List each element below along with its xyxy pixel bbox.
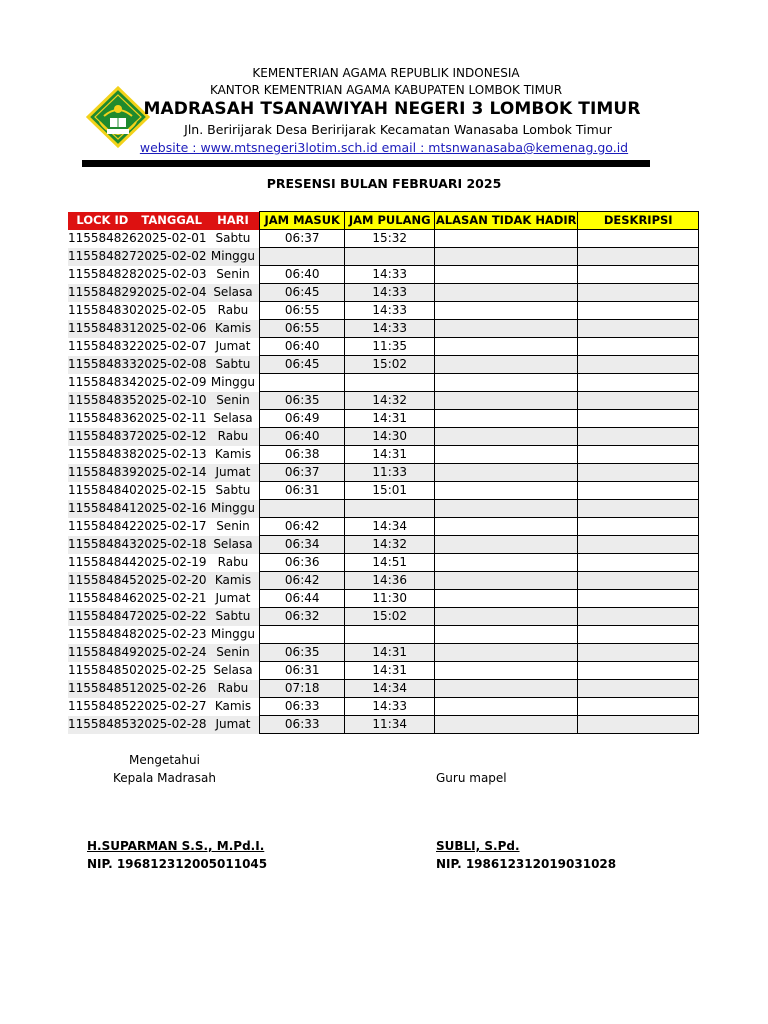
table-row	[68, 392, 699, 410]
cell-hari: Minggu	[210, 627, 256, 641]
cell-jam-masuk: 06:42	[260, 518, 345, 536]
cell-lock-id: 115584851	[68, 680, 137, 698]
cell-jam-masuk: 06:35	[260, 644, 345, 662]
cell-jam-masuk: 06:55	[260, 320, 345, 338]
cell-jam-masuk: 06:45	[260, 284, 345, 302]
school-address: Jln. Beririjarak Desa Beririjarak Kecamatan Wanasaba Lombok Timur	[184, 122, 612, 137]
cell-jam-masuk: 06:33	[260, 716, 345, 734]
cell-jam-masuk: 06:55	[260, 302, 345, 320]
col-alasan: ALASAN TIDAK HADIR	[435, 212, 578, 230]
cell-jam-masuk: 06:31	[260, 482, 345, 500]
cell-lock-id: 115584839	[68, 464, 137, 482]
table-row	[68, 374, 699, 392]
school-website-email[interactable]: website : www.mtsnegeri3lotim.sch.id email : mtsnwanasaba@kemenag.go.id	[139, 140, 629, 155]
cell-hari: Kamis	[207, 572, 260, 590]
cell-alasan	[435, 518, 578, 536]
cell-alasan	[435, 356, 578, 374]
cell-jam-masuk: 06:42	[260, 572, 345, 590]
table-row	[68, 410, 699, 428]
cell-tanggal: 2025-02-28	[137, 716, 207, 734]
cell-jam-pulang: 14:31	[345, 644, 435, 662]
cell-deskripsi	[578, 500, 699, 518]
cell-tanggal: 2025-02-22	[137, 608, 207, 626]
cell-deskripsi	[578, 320, 699, 338]
cell-jam-pulang	[345, 500, 435, 518]
cell-jam-pulang: 14:32	[345, 536, 435, 554]
cell-jam-masuk: 06:40	[260, 266, 345, 284]
table-row	[68, 320, 699, 338]
col-deskripsi: DESKRIPSI	[578, 212, 699, 230]
cell-alasan	[435, 464, 578, 482]
cell-jam-pulang: 14:33	[345, 284, 435, 302]
cell-tanggal: 2025-02-04	[137, 284, 207, 302]
cell-jam-pulang	[345, 626, 435, 644]
cell-lock-id: 115584838	[68, 447, 137, 461]
cell-jam-masuk: 06:37	[260, 464, 345, 482]
cell-tanggal: 2025-02-18	[137, 536, 207, 554]
cell-jam-pulang: 14:33	[345, 698, 435, 716]
cell-alasan	[435, 698, 578, 716]
cell-deskripsi	[578, 608, 699, 626]
kepala-title: Kepala Madrasah	[113, 771, 216, 785]
cell-tanggal: 2025-02-01	[136, 231, 207, 245]
table-row	[68, 446, 699, 464]
table-row	[68, 644, 699, 662]
cell-jam-pulang: 14:31	[345, 446, 435, 464]
cell-jam-pulang: 14:31	[345, 662, 435, 680]
cell-lock-id: 115584848	[68, 627, 137, 641]
table-row	[68, 428, 699, 446]
cell-alasan	[435, 266, 578, 284]
cell-deskripsi	[578, 356, 699, 374]
cell-lock-id: 115584853	[68, 716, 137, 734]
cell-jam-masuk: 06:40	[260, 338, 345, 356]
cell-tanggal: 2025-02-20	[137, 572, 207, 590]
cell-deskripsi	[578, 230, 699, 248]
cell-jam-pulang: 14:51	[345, 554, 435, 572]
cell-tanggal: 2025-02-15	[136, 483, 207, 497]
cell-lock-id: 115584831	[68, 320, 137, 338]
cell-tanggal: 2025-02-24	[137, 644, 207, 662]
cell-deskripsi	[578, 374, 699, 392]
cell-alasan	[435, 410, 578, 428]
guru-nip: NIP. 198612312019031028	[436, 857, 617, 871]
guru-title: Guru mapel	[436, 771, 507, 785]
cell-deskripsi	[578, 284, 699, 302]
cell-lock-id: 115584843	[68, 536, 137, 554]
cell-alasan	[435, 338, 578, 356]
table-row	[68, 608, 699, 626]
cell-lock-id: 115584845	[68, 572, 137, 590]
cell-jam-masuk: 06:33	[260, 698, 345, 716]
cell-jam-pulang: 14:34	[345, 680, 435, 698]
cell-alasan	[435, 446, 578, 464]
table-row	[68, 662, 699, 680]
cell-alasan	[435, 500, 578, 518]
cell-jam-pulang	[345, 374, 435, 392]
cell-alasan	[435, 428, 578, 446]
cell-deskripsi	[578, 554, 699, 572]
cell-alasan	[435, 572, 578, 590]
cell-tanggal: 2025-02-10	[137, 392, 207, 410]
cell-jam-masuk: 06:36	[260, 554, 345, 572]
table-header-row	[68, 212, 699, 230]
cell-alasan	[435, 230, 578, 248]
cell-jam-masuk	[260, 500, 345, 518]
cell-hari: Selasa	[213, 411, 253, 425]
cell-jam-masuk: 06:37	[260, 230, 345, 248]
cell-tanggal: 2025-02-13	[136, 447, 207, 461]
cell-hari: Minggu	[210, 375, 256, 389]
cell-hari: Jumat	[215, 591, 251, 605]
cell-tanggal: 2025-02-27	[136, 699, 207, 713]
cell-deskripsi	[578, 428, 699, 446]
table-row	[68, 248, 699, 266]
table-row	[68, 518, 699, 536]
cell-deskripsi	[578, 680, 699, 698]
cell-lock-id: 115584828	[68, 267, 137, 281]
cell-deskripsi	[578, 536, 699, 554]
cell-deskripsi	[578, 392, 699, 410]
cell-lock-id: 115584832	[68, 339, 137, 353]
table-row	[68, 500, 699, 518]
ministry-name: KEMENTERIAN AGAMA REPUBLIK INDONESIA	[252, 66, 520, 80]
table-row	[68, 356, 699, 374]
cell-hari: Kamis	[214, 699, 252, 713]
table-row	[68, 536, 699, 554]
cell-deskripsi	[578, 446, 699, 464]
cell-deskripsi	[578, 410, 699, 428]
cell-alasan	[435, 590, 578, 608]
cell-tanggal: 2025-02-14	[137, 464, 207, 482]
header-divider	[82, 160, 650, 167]
office-name: KANTOR KEMENTRIAN AGAMA KABUPATEN LOMBOK TIMUR	[209, 83, 563, 97]
cell-alasan	[435, 284, 578, 302]
cell-lock-id: 115584840	[68, 483, 137, 497]
cell-alasan	[435, 320, 578, 338]
cell-deskripsi	[578, 698, 699, 716]
cell-hari: Senin	[207, 392, 260, 410]
cell-alasan	[435, 392, 578, 410]
cell-alasan	[435, 374, 578, 392]
cell-jam-masuk: 06:44	[260, 590, 345, 608]
cell-hari: Senin	[207, 644, 260, 662]
cell-lock-id: 115584836	[68, 411, 137, 425]
cell-tanggal: 2025-02-17	[136, 519, 207, 533]
cell-jam-pulang	[345, 248, 435, 266]
kepala-nip: NIP. 196812312005011045	[87, 857, 268, 871]
cell-tanggal: 2025-02-05	[136, 303, 207, 317]
cell-deskripsi	[578, 662, 699, 680]
cell-tanggal: 2025-02-03	[136, 267, 207, 281]
cell-alasan	[435, 608, 578, 626]
cell-jam-masuk: 06:35	[260, 392, 345, 410]
cell-jam-masuk: 06:49	[260, 410, 345, 428]
cell-lock-id: 115584846	[68, 591, 137, 605]
cell-jam-masuk: 06:31	[260, 662, 345, 680]
cell-lock-id: 115584849	[68, 644, 137, 662]
cell-hari: Sabtu	[215, 231, 251, 245]
cell-jam-masuk	[260, 626, 345, 644]
table-row	[68, 302, 699, 320]
cell-deskripsi	[578, 266, 699, 284]
cell-deskripsi	[578, 626, 699, 644]
cell-lock-id: 115584841	[68, 500, 137, 518]
cell-jam-pulang: 15:01	[345, 482, 435, 500]
cell-alasan	[435, 302, 578, 320]
cell-hari: Jumat	[207, 716, 260, 734]
table-row	[68, 716, 699, 734]
cell-alasan	[435, 248, 578, 266]
cell-jam-masuk: 06:34	[260, 536, 345, 554]
cell-lock-id: 115584850	[68, 663, 137, 677]
cell-tanggal: 2025-02-21	[136, 591, 207, 605]
cell-deskripsi	[578, 518, 699, 536]
cell-hari: Jumat	[215, 339, 251, 353]
cell-hari: Sabtu	[207, 608, 260, 626]
table-row	[68, 266, 699, 284]
cell-tanggal: 2025-02-16	[137, 500, 207, 518]
col-jam-masuk: JAM MASUK	[260, 212, 345, 230]
cell-hari: Selasa	[207, 536, 260, 554]
cell-tanggal: 2025-02-06	[137, 320, 207, 338]
cell-jam-pulang: 14:30	[345, 428, 435, 446]
cell-hari: Kamis	[214, 447, 252, 461]
table-row	[68, 590, 699, 608]
cell-hari: Minggu	[207, 500, 260, 518]
table-row	[68, 554, 699, 572]
cell-alasan	[435, 482, 578, 500]
cell-lock-id: 115584833	[68, 356, 137, 374]
table-row	[68, 680, 699, 698]
cell-lock-id: 115584835	[68, 392, 137, 410]
cell-deskripsi	[578, 248, 699, 266]
cell-deskripsi	[578, 338, 699, 356]
table-row	[68, 338, 699, 356]
cell-alasan	[435, 554, 578, 572]
table-row	[68, 572, 699, 590]
table-row	[68, 482, 699, 500]
cell-hari: Rabu	[217, 303, 249, 317]
cell-tanggal: 2025-02-25	[136, 663, 207, 677]
cell-jam-pulang: 15:02	[345, 608, 435, 626]
guru-name: SUBLI, S.Pd.	[436, 839, 520, 853]
col-tanggal: TANGGAL	[137, 212, 207, 230]
cell-jam-pulang: 11:34	[345, 716, 435, 734]
cell-tanggal: 2025-02-23	[136, 627, 207, 641]
cell-deskripsi	[578, 464, 699, 482]
kepala-name: H.SUPARMAN S.S., M.Pd.I.	[87, 839, 265, 853]
cell-hari: Sabtu	[215, 483, 251, 497]
cell-lock-id: 115584830	[68, 303, 137, 317]
cell-hari: Jumat	[207, 464, 260, 482]
cell-jam-pulang: 14:33	[345, 302, 435, 320]
cell-jam-pulang: 14:33	[345, 266, 435, 284]
cell-jam-pulang: 14:33	[345, 320, 435, 338]
cell-hari: Senin	[216, 267, 250, 281]
cell-tanggal: 2025-02-19	[136, 555, 207, 569]
cell-jam-masuk	[260, 374, 345, 392]
cell-hari: Rabu	[207, 680, 260, 698]
cell-deskripsi	[578, 644, 699, 662]
cell-hari: Selasa	[213, 663, 253, 677]
cell-lock-id: 115584847	[68, 608, 137, 626]
cell-jam-pulang: 15:02	[345, 356, 435, 374]
cell-lock-id: 115584829	[68, 284, 137, 302]
cell-hari: Minggu	[207, 248, 260, 266]
cell-jam-pulang: 11:33	[345, 464, 435, 482]
cell-tanggal: 2025-02-12	[137, 428, 207, 446]
cell-deskripsi	[578, 482, 699, 500]
table-row	[68, 284, 699, 302]
cell-jam-masuk: 06:40	[260, 428, 345, 446]
cell-tanggal: 2025-02-09	[136, 375, 207, 389]
cell-hari: Senin	[216, 519, 250, 533]
cell-alasan	[435, 662, 578, 680]
mengetahui-label: Mengetahui	[129, 753, 200, 767]
table-row	[68, 464, 699, 482]
cell-tanggal: 2025-02-11	[136, 411, 207, 425]
table-row	[68, 698, 699, 716]
cell-hari: Sabtu	[207, 356, 260, 374]
cell-alasan	[435, 680, 578, 698]
cell-deskripsi	[578, 590, 699, 608]
cell-jam-pulang: 11:30	[345, 590, 435, 608]
col-jam-pulang: JAM PULANG	[345, 212, 435, 230]
cell-jam-pulang: 15:32	[345, 230, 435, 248]
cell-jam-masuk: 06:32	[260, 608, 345, 626]
cell-lock-id: 115584837	[68, 428, 137, 446]
col-hari: HARI	[207, 212, 260, 230]
attendance-table	[68, 211, 699, 734]
cell-jam-masuk	[260, 248, 345, 266]
cell-deskripsi	[578, 716, 699, 734]
cell-deskripsi	[578, 302, 699, 320]
cell-jam-pulang: 14:32	[345, 392, 435, 410]
cell-jam-masuk: 07:18	[260, 680, 345, 698]
col-lock-id: LOCK ID	[68, 212, 137, 230]
cell-tanggal: 2025-02-26	[137, 680, 207, 698]
cell-jam-masuk: 06:45	[260, 356, 345, 374]
cell-lock-id: 115584827	[68, 248, 137, 266]
table-row	[68, 230, 699, 248]
cell-lock-id: 115584852	[68, 699, 137, 713]
cell-alasan	[435, 626, 578, 644]
cell-alasan	[435, 716, 578, 734]
cell-hari: Kamis	[207, 320, 260, 338]
cell-jam-pulang: 14:36	[345, 572, 435, 590]
cell-hari: Selasa	[207, 284, 260, 302]
cell-deskripsi	[578, 572, 699, 590]
cell-jam-pulang: 14:34	[345, 518, 435, 536]
cell-jam-pulang: 11:35	[345, 338, 435, 356]
cell-alasan	[435, 644, 578, 662]
cell-tanggal: 2025-02-07	[136, 339, 207, 353]
cell-lock-id: 115584844	[68, 555, 137, 569]
cell-alasan	[435, 536, 578, 554]
table-row	[68, 626, 699, 644]
cell-jam-masuk: 06:38	[260, 446, 345, 464]
document-title: PRESENSI BULAN FEBRUARI 2025	[266, 176, 502, 191]
cell-hari: Rabu	[207, 428, 260, 446]
cell-lock-id: 115584826	[68, 231, 137, 245]
cell-tanggal: 2025-02-02	[137, 248, 207, 266]
school-name: MADRASAH TSANAWIYAH NEGERI 3 LOMBOK TIMUR	[143, 99, 641, 119]
cell-jam-pulang: 14:31	[345, 410, 435, 428]
cell-hari: Rabu	[217, 555, 249, 569]
cell-tanggal: 2025-02-08	[137, 356, 207, 374]
cell-lock-id: 115584834	[68, 375, 137, 389]
cell-lock-id: 115584842	[68, 519, 137, 533]
